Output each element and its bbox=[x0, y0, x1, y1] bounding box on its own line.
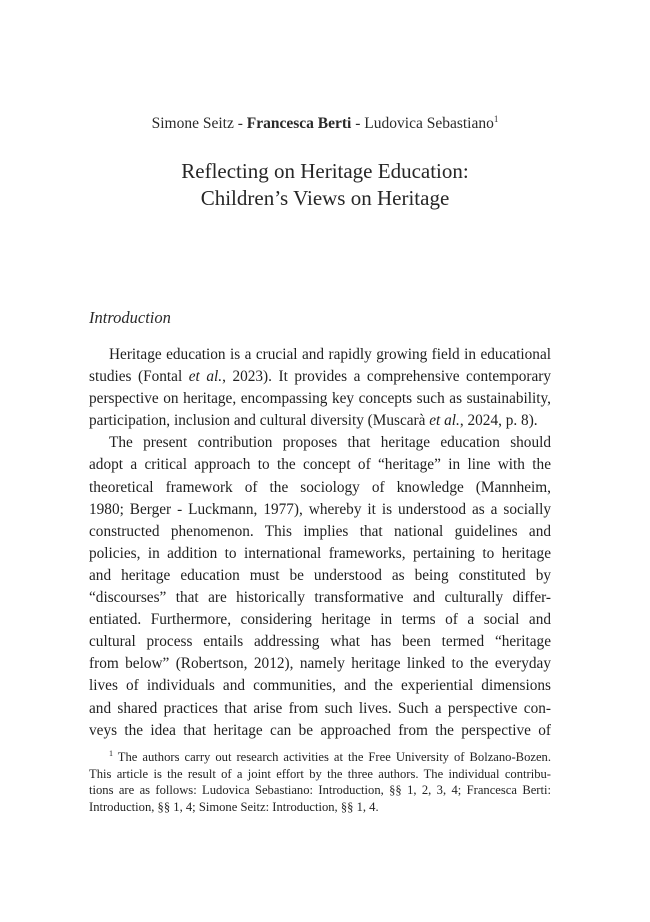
author-name: Simone Seitz bbox=[151, 115, 234, 132]
paragraph-line: from below” (Robertson, 2012), namely heritage linked to the everyday bbox=[89, 655, 551, 673]
paragraph-line: 1980; Berger - Luckmann, 1977), whereby it is understood as a socially bbox=[89, 500, 551, 518]
paragraph-line: studies (Fontal et al., 2023). It provides a comprehensive contemporary bbox=[89, 368, 551, 386]
footnote-reference[interactable]: 1 bbox=[493, 114, 499, 124]
paragraph-line: veys the idea that heritage can be approached from the perspective of bbox=[89, 721, 551, 739]
article-title bbox=[0, 158, 650, 212]
footnote-line bbox=[89, 746, 551, 766]
footnote-marker: 1 bbox=[109, 749, 113, 758]
footnote-line: This article is the result of a joint effort by the three authors. The individual contribu- bbox=[89, 766, 551, 781]
paragraph-line: lives of individuals and communities, and the experiential dimensions bbox=[89, 677, 551, 695]
author-name: Ludovica Sebastiano bbox=[364, 115, 494, 132]
paragraph-line: participation, inclusion and cultural diversity (Muscarà et al., 2024, p. 8). bbox=[89, 412, 538, 430]
footnote-line: tions are as follows: Ludovica Sebastiano: Introduction, §§ 1, 2, 3, 4; Francesca Berti: bbox=[89, 783, 551, 798]
author-separator: - bbox=[233, 115, 247, 132]
paragraph-line: adopt a critical approach to the concept of “heritage” in line with the bbox=[89, 456, 551, 474]
article-title-line: Children’s Views on Heritage bbox=[200, 186, 450, 210]
paragraph-line: theoretical framework of the sociology of knowledge (Mannheim, bbox=[89, 478, 551, 496]
author-separator: - bbox=[351, 115, 365, 132]
paragraph-line: constructed phenomenon. This implies that national guidelines and bbox=[89, 522, 551, 540]
paragraph-line: policies, in addition to international frameworks, pertaining to heritage bbox=[89, 544, 551, 562]
paragraph-line: perspective on heritage, encompassing key concepts such as sustainability, bbox=[89, 390, 551, 408]
author-name: Francesca Berti bbox=[246, 115, 352, 132]
paragraph-line: cultural process entails addressing what has been termed “heritage bbox=[89, 633, 551, 651]
paragraph-line: and shared practices that arise from such lives. Such a perspective con- bbox=[89, 699, 551, 717]
paragraph-line: The present contribution proposes that heritage education should bbox=[109, 434, 551, 452]
section-heading: Introduction bbox=[89, 308, 171, 327]
paragraph-line: entiated. Furthermore, considering heritage in terms of a social and bbox=[89, 611, 551, 629]
article-title-line: Reflecting on Heritage Education: bbox=[181, 159, 469, 183]
footnote-text: The authors carry out research activities at the Free University of Bolzano-Bozen. bbox=[117, 750, 551, 764]
paragraph-line: and heritage education must be understood as being constituted by bbox=[89, 566, 551, 584]
author-line bbox=[0, 114, 650, 133]
paragraph-line: “discourses” that are historically transformative and culturally differ- bbox=[89, 589, 551, 607]
paragraph-line: Heritage education is a crucial and rapidly growing field in educational bbox=[109, 346, 551, 363]
footnote bbox=[89, 746, 551, 815]
footnote-line: Introduction, §§ 1, 4; Simone Seitz: Introduction, §§ 1, 4. bbox=[89, 799, 379, 814]
body-text bbox=[89, 344, 551, 742]
